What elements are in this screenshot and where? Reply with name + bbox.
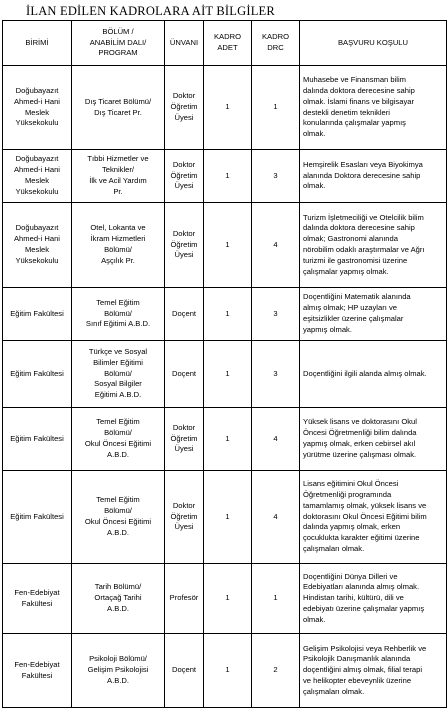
cell-kadro-drc: 4 xyxy=(252,408,300,471)
cell-kadro-drc: 1 xyxy=(252,564,300,634)
cell-bolum: Otel, Lokanta ve İkram Hizmetleri Bölümü/ Aşçılık Pr. xyxy=(72,203,165,288)
page-title: İLAN EDİLEN KADROLARA AİT BİLGİLER xyxy=(26,4,275,18)
cell-birim: Doğubayazıt Ahmed-i Hani Meslek Yüksekokulu xyxy=(3,66,72,150)
cell-unvan: Doktor Öğretim Üyesi xyxy=(165,203,204,288)
cell-birim: Eğitim Fakültesi xyxy=(3,341,72,408)
header-birim: BİRİMİ xyxy=(3,21,72,66)
cell-unvan: Doçent xyxy=(165,634,204,708)
cell-kadro-drc: 3 xyxy=(252,288,300,341)
header-bolum: BÖLÜM / ANABİLİM DALI/ PROGRAM xyxy=(72,21,165,66)
cell-unvan: Profesör xyxy=(165,564,204,634)
cell-bolum: Temel Eğitim Bölümü/ Sınıf Eğitimi A.B.D. xyxy=(72,288,165,341)
cell-basvuru-kosulu: Doçentliğini Dünya Dilleri ve Edebiyatları alanında almış olmak. Hindistan tarihi, kültürü, dili ve edebiyatı üzerine çalışmalar yapmış olmak. xyxy=(300,564,447,634)
table-row xyxy=(3,408,447,471)
table-row xyxy=(3,634,447,708)
table-row xyxy=(3,471,447,564)
cell-unvan: Doçent xyxy=(165,288,204,341)
cell-basvuru-kosulu: Hemşirelik Esasları veya Biyokimya alanında Doktora derecesine sahip olmak. xyxy=(300,150,447,203)
cell-basvuru-kosulu: Lisans eğitimini Okul Öncesi Öğretmenliği programında tamamlamış olmak, yüksek lisans ve doktorasını Okul Öncesi Eğitimi bilim dalında yapmış olmak, erken çocuklukta karakter eğitimi üzerine çalışmaları olmak. xyxy=(300,471,447,564)
table-row xyxy=(3,66,447,150)
header-kadro-drc: KADRO DRC xyxy=(252,21,300,66)
cell-kadro-adet: 1 xyxy=(204,203,252,288)
cell-kadro-adet: 1 xyxy=(204,564,252,634)
positions-table xyxy=(2,20,447,708)
cell-unvan: Doçent xyxy=(165,341,204,408)
cell-kadro-drc: 4 xyxy=(252,203,300,288)
cell-unvan: Doktor Öğretim Üyesi xyxy=(165,471,204,564)
cell-bolum: Dış Ticaret Bölümü/ Dış Ticaret Pr. xyxy=(72,66,165,150)
cell-unvan: Doktor Öğretim Üyesi xyxy=(165,150,204,203)
cell-kadro-adet: 1 xyxy=(204,150,252,203)
cell-basvuru-kosulu: Doçentliğini Matematik alanında almış olmak; HP uzayları ve eşitsizlikler üzerine çalışmalar yapmış olmak. xyxy=(300,288,447,341)
table-row xyxy=(3,341,447,408)
cell-birim: Doğubayazıt Ahmed-i Hani Meslek Yüksekokulu xyxy=(3,150,72,203)
table-row xyxy=(3,288,447,341)
cell-kadro-adet: 1 xyxy=(204,66,252,150)
cell-birim: Fen-Edebiyat Fakültesi xyxy=(3,564,72,634)
table-row xyxy=(3,564,447,634)
header-row xyxy=(3,21,447,66)
cell-basvuru-kosulu: Gelişim Psikolojisi veya Rehberlik ve Psikolojik Danışmanlık alanında doçentliğini almış olmak, filial terapi ve helikopter ebeveynlik üzerine çalışmaları olmak. xyxy=(300,634,447,708)
cell-kadro-drc: 3 xyxy=(252,341,300,408)
cell-unvan: Doktor Öğretim Üyesi xyxy=(165,408,204,471)
cell-bolum: Temel Eğitim Bölümü/ Okul Öncesi Eğitimi A.B.D. xyxy=(72,408,165,471)
table-row xyxy=(3,203,447,288)
cell-bolum: Tıbbi Hizmetler ve Teknikler/ İlk ve Acil Yardım Pr. xyxy=(72,150,165,203)
cell-birim: Doğubayazıt Ahmed-i Hani Meslek Yüksekokulu xyxy=(3,203,72,288)
cell-bolum: Temel Eğitim Bölümü/ Okul Öncesi Eğitimi A.B.D. xyxy=(72,471,165,564)
cell-unvan: Doktor Öğretim Üyesi xyxy=(165,66,204,150)
cell-bolum: Türkçe ve Sosyal Bilimler Eğitimi Bölümü/ Sosyal Bilgiler Eğitimi A.B.D. xyxy=(72,341,165,408)
cell-kadro-drc: 3 xyxy=(252,150,300,203)
cell-basvuru-kosulu: Yüksek lisans ve doktorasını Okul Öncesi Öğretmenliği bilim dalında yapmış olmak, erken cebirsel akıl yürütme üzerine çalışması olmak. xyxy=(300,408,447,471)
header-basvuru-kosulu: BAŞVURU KOŞULU xyxy=(300,21,447,66)
cell-birim: Fen-Edebiyat Fakültesi xyxy=(3,634,72,708)
cell-basvuru-kosulu: Muhasebe ve Finansman bilim dalında doktora derecesine sahip olmak. İslami finans ve bilgisayar destekli denetim teknikleri konularında çalışmalar yapmış olmak. xyxy=(300,66,447,150)
cell-kadro-adet: 1 xyxy=(204,341,252,408)
cell-kadro-adet: 1 xyxy=(204,408,252,471)
cell-kadro-drc: 1 xyxy=(252,66,300,150)
header-unvan: ÜNVANI xyxy=(165,21,204,66)
cell-basvuru-kosulu: Doçentliğini ilgili alanda almış olmak. xyxy=(300,341,447,408)
cell-birim: Eğitim Fakültesi xyxy=(3,471,72,564)
cell-bolum: Psikoloji Bölümü/ Gelişim Psikolojisi A.B.D. xyxy=(72,634,165,708)
cell-kadro-drc: 2 xyxy=(252,634,300,708)
cell-kadro-adet: 1 xyxy=(204,634,252,708)
cell-basvuru-kosulu: Turizm İşletmeciliği ve Otelcilik bilim dalında doktora derecesine sahip olmak; Gastronomi alanında nörobilim odaklı araştırmalar ve Ağrı turizmi ile gastronomisi üzerine çalışmalar yapmış olmak. xyxy=(300,203,447,288)
cell-kadro-adet: 1 xyxy=(204,471,252,564)
cell-birim: Eğitim Fakültesi xyxy=(3,408,72,471)
cell-kadro-drc: 4 xyxy=(252,471,300,564)
cell-bolum: Tarih Bölümü/ Ortaçağ Tarihi A.B.D. xyxy=(72,564,165,634)
table-row xyxy=(3,150,447,203)
header-kadro-adet: KADRO ADET xyxy=(204,21,252,66)
cell-birim: Eğitim Fakültesi xyxy=(3,288,72,341)
cell-kadro-adet: 1 xyxy=(204,288,252,341)
